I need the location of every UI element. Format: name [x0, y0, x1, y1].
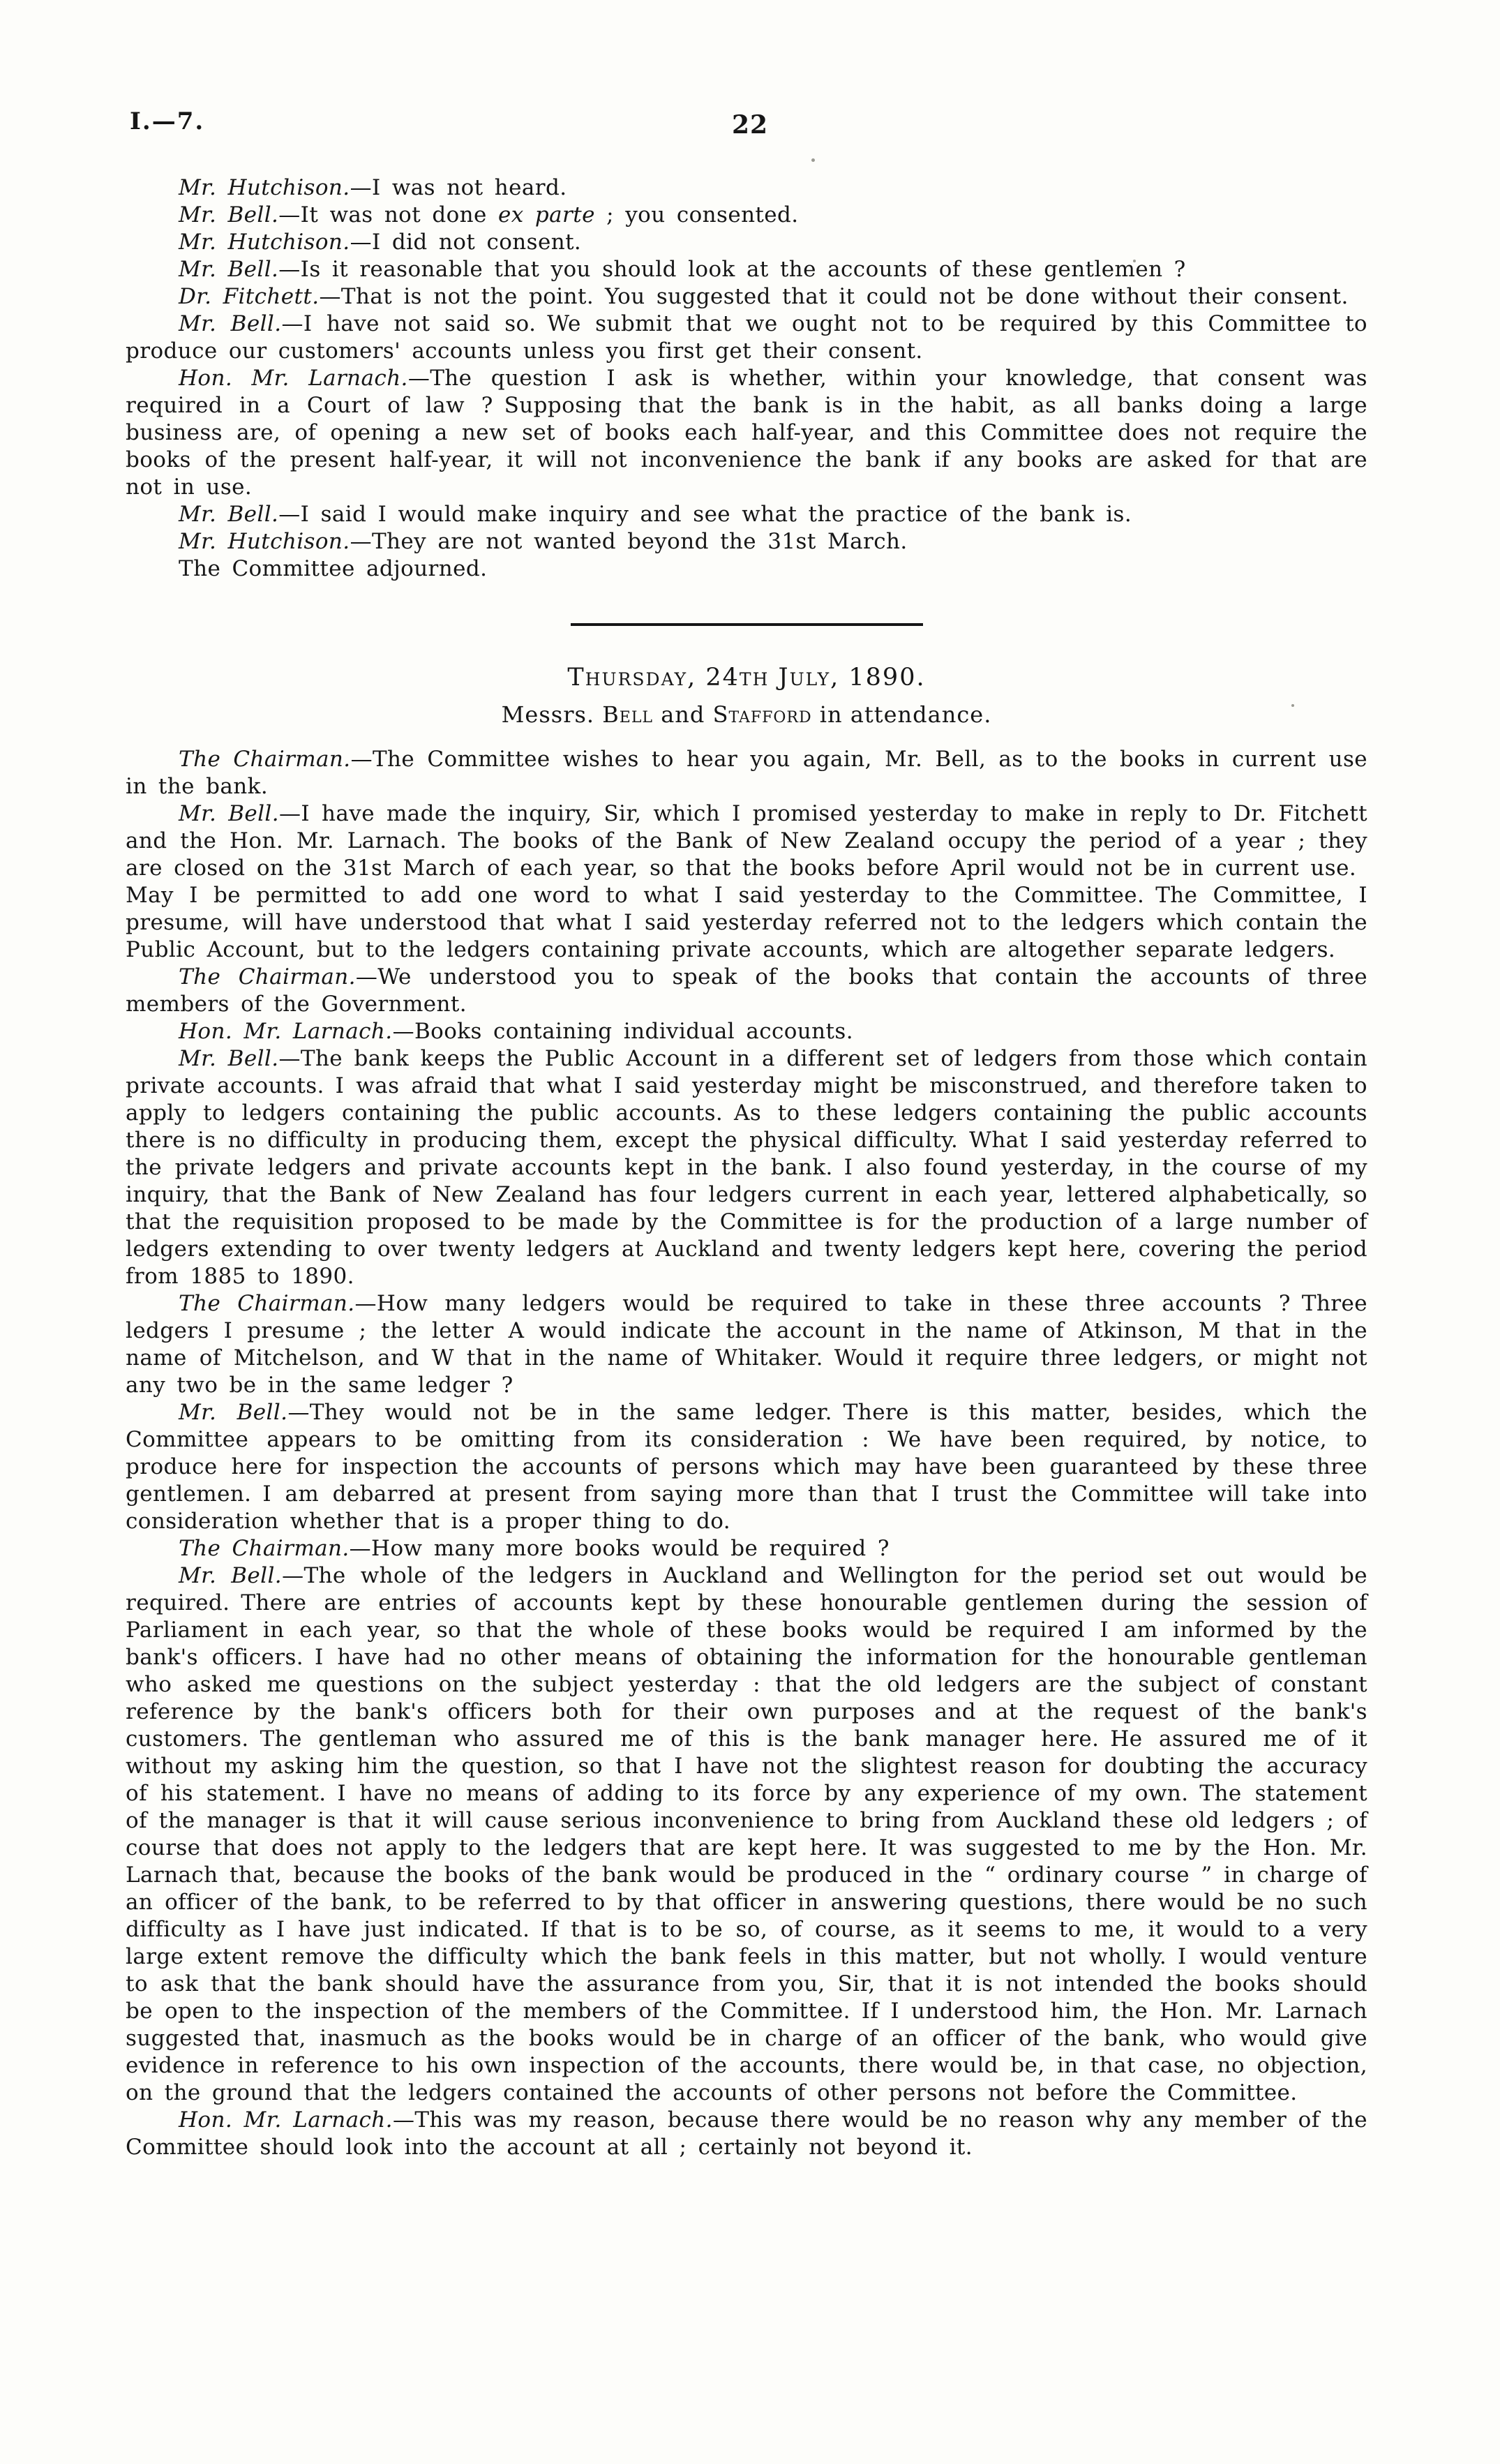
- transcript-paragraph: [126, 174, 1367, 202]
- speech-text: —This was my reason, because there would be no reason why any member of the Committee should look into the account at all ; certainly not beyond it.: [126, 2107, 1367, 2160]
- speaker-name: Hon. Mr. Larnach.: [179, 2107, 393, 2133]
- speech-text: —The whole of the ledgers in Auckland and Wellington for the period set out would be required. There are entries of accounts kept by these honourable gentlemen during the session of Parliament in each year, so that the whole of these books would be required I am informed by the bank's officers. I have had no other means of obtaining the information for the honourable gentleman who asked me questions on the subject yesterday : that the old ledgers are the subject of constant reference by the bank's officers both for their own purposes and at the request of the bank's customers. The gentleman who assured me of this is the bank manager here. He assured me of it without my asking him the question, so that I have not the slightest reason for doubting the accuracy of his statement. I have no means of adding to its force by any experience of my own. The statement of the manager is that it will cause serious inconvenience to bring from Auckland these old ledgers ; of course that does not apply to the ledgers that are kept here. It was suggested to me by the Hon. Mr. Larnach that, because the books of the bank would be produced in the “ ordinary course ” in charge of an officer of the bank, to be referred to by that officer in answering questions, there would be no such difficulty as I have just indicated. If that is to be so, of course, as it seems to me, it would to a very large extent remove the difficulty which the bank feels in this matter, but not wholly. I would venture to ask that the bank should have the assurance from you, Sir, that it is not intended the books should be open to the inspection of the members of the Committee. If I understood him, the Hon. Mr. Larnach suggested that, inasmuch as the books would be in charge of an officer of the bank, who would give evidence in reference to his own inspection of the accounts, there would be, in that case, no objection, on the ground that the ledgers contained the accounts of other persons not before the Committee.: [126, 1563, 1367, 2105]
- transcript-paragraph: [126, 746, 1367, 800]
- transcript-paragraph: [126, 365, 1367, 501]
- transcript-paragraph: [126, 256, 1367, 283]
- document-reference: I.—7.: [130, 107, 205, 135]
- transcript-paragraph: [126, 202, 1367, 229]
- speech-text: Messrs.: [501, 701, 603, 728]
- transcript-paragraph: [126, 1045, 1367, 1290]
- speech-text: —How many more books would be required ?: [349, 1536, 890, 1561]
- speaker-name: Mr. Bell.: [179, 502, 279, 527]
- speech-text: —They are not wanted beyond the 31st March.: [350, 529, 908, 554]
- transcript-paragraph: [126, 555, 1367, 583]
- speech-text: The Committee adjourned.: [179, 556, 488, 581]
- speaker-name: Mr. Bell.: [179, 1563, 283, 1588]
- speech-text: —I have not said so. We submit that we ought not to be required by this Committee to produce our customers' accounts unless you first get their consent.: [126, 311, 1367, 364]
- speech-text: —How many ledgers would be required to take in these three accounts ? Three ledgers I presume ; the letter A would indicate the account in the name of Atkinson, M that in the name of Mitchelson, and W that in the name of Whitaker. Would it require three ledgers, or might not any two be in the same ledger ?: [126, 1291, 1368, 1398]
- transcript-paragraph: [126, 528, 1367, 555]
- session-date-heading: Thursday, 24th July, 1890.: [567, 664, 926, 692]
- speaker-name: The Chairman.: [179, 747, 351, 772]
- speech-text: —The question I ask is whether, within your knowledge, that consent was required in a Court of law ? Supposing that the bank is in the habit, as all banks doing a large business are, of opening a new set of books each half-year, and this Committee does not require the books of the present half-year, it will not inconvenience the bank if any books are asked for that are not in use.: [126, 366, 1367, 500]
- attendance-line: [126, 701, 1367, 728]
- speaker-name: Mr. Bell.: [179, 311, 282, 336]
- speech-text: —We understood you to speak of the books that contain the accounts of three members of the Government.: [126, 964, 1367, 1017]
- speaker-name: Dr. Fitchett.: [179, 284, 320, 309]
- transcript-paragraph: [126, 501, 1367, 528]
- transcript-paragraph: [126, 800, 1367, 964]
- speech-text: —I said I would make inquiry and see what the practice of the bank is.: [278, 502, 1132, 527]
- speech-text: —Books containing individual accounts.: [392, 1019, 853, 1044]
- small-caps-name: Bell: [602, 701, 654, 728]
- speech-text: and: [653, 701, 713, 728]
- session-current-day: [126, 746, 1367, 2161]
- speech-text: ; you consented.: [594, 202, 799, 227]
- speech-text: —Is it reasonable that you should look at the accounts of these gentlemen ?: [278, 257, 1186, 282]
- speech-text: in attendance.: [811, 701, 992, 728]
- speech-text: —The Committee wishes to hear you again, Mr. Bell, as to the books in current use in the bank.: [126, 747, 1368, 799]
- transcript-paragraph: [126, 1290, 1367, 1399]
- transcript-paragraph: [126, 1018, 1367, 1045]
- speech-text: —I did not consent.: [350, 230, 582, 255]
- speech-text: —They would not be in the same ledger. There is this matter, besides, which the Committee appears to be omitting from its consideration : We have been required, by notice, to produce here for inspection the accounts of persons which may have been guaranteed by these three gentlemen. I am debarred at present from saying more than that I trust the Committee will take into consideration whether that is a proper thing to do.: [126, 1400, 1367, 1534]
- speaker-name: Mr. Bell.: [179, 202, 279, 227]
- transcript-paragraph: [126, 1399, 1367, 1535]
- small-caps-name: Stafford: [712, 701, 812, 728]
- speech-text: —The bank keeps the Public Account in a different set of ledgers from those which contain private accounts. I was afraid that what I said yesterday might be misconstrued, and therefore taken to apply to ledgers containing the public accounts. As to these ledgers containing the public accounts there is no difficulty in producing them, except the physical difficulty. What I said yesterday referred to the private ledgers and private accounts kept in the bank. I also found yesterday, in the course of my inquiry, that the Bank of New Zealand has four ledgers current in each year, lettered alphabetically, so that the requisition proposed to be made by the Committee is for the production of a large number of ledgers extending to over twenty ledgers at Auckland and twenty ledgers kept here, covering the period from 1885 to 1890.: [126, 1046, 1367, 1289]
- speaker-name: The Chairman.: [179, 1291, 355, 1316]
- speech-text: —It was not done: [278, 202, 499, 227]
- speaker-name: Mr. Bell.: [179, 257, 279, 282]
- speaker-name: Hon. Mr. Larnach.: [179, 1019, 393, 1044]
- transcript-paragraph: [126, 1562, 1367, 2107]
- speaker-name: Mr. Bell.: [179, 801, 280, 826]
- speaker-name: Hon. Mr. Larnach.: [179, 366, 408, 391]
- transcript-body: [126, 174, 1367, 2161]
- transcript-paragraph: [126, 2107, 1367, 2161]
- speaker-name: The Chairman.: [179, 1536, 350, 1561]
- transcript-paragraph: [126, 229, 1367, 256]
- transcript-paragraph: [126, 283, 1367, 311]
- speaker-name: Mr. Hutchison.: [179, 230, 350, 255]
- speech-text: —I have made the inquiry, Sir, which I promised yesterday to make in reply to Dr. Fitchett and the Hon. Mr. Larnach. The books of the Bank of New Zealand occupy the period of a year ; they are closed on the 31st March of each year, so that the books before April would not be in current use. May I be permitted to add one word to what I said yesterday to the Committee. The Committee, I presume, will have understood that what I said yesterday referred not to the ledgers which contain the Public Account, but to the ledgers containing private accounts, which are altogether separate ledgers.: [126, 801, 1367, 962]
- speech-text: —I was not heard.: [350, 175, 567, 200]
- speaker-name: Mr. Hutchison.: [179, 175, 350, 200]
- speaker-name: The Chairman.: [179, 964, 356, 990]
- transcript-paragraph: [126, 311, 1367, 365]
- page-number: 22: [731, 110, 769, 140]
- section-divider-rule: [571, 623, 923, 626]
- speaker-name: Mr. Bell.: [179, 1046, 279, 1071]
- scan-speck: [811, 158, 815, 162]
- speech-text: —That is not the point. You suggested that it could not be done without their consent.: [319, 284, 1349, 309]
- emphasized-phrase: ex parte: [498, 202, 595, 227]
- transcript-paragraph: [126, 964, 1367, 1018]
- transcript-paragraph: [126, 1535, 1367, 1562]
- speaker-name: Mr. Hutchison.: [179, 529, 350, 554]
- speaker-name: Mr. Bell.: [179, 1400, 288, 1425]
- session-previous-day: [126, 174, 1367, 583]
